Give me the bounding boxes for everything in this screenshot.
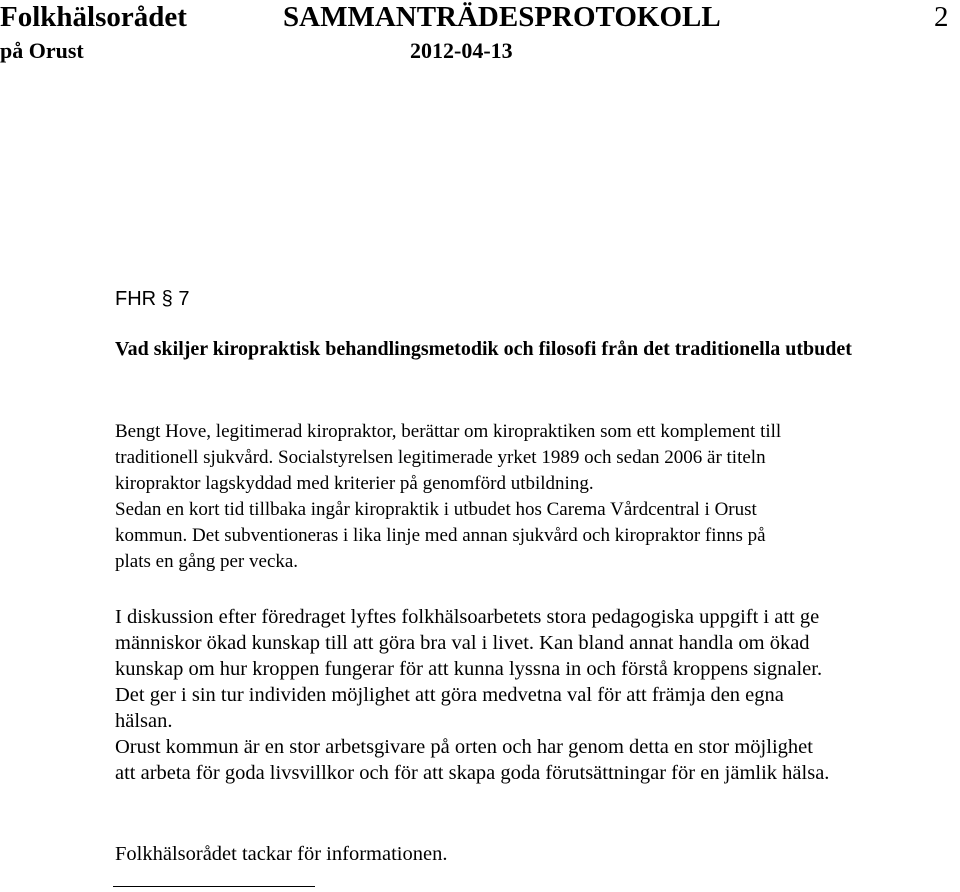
- organization-subtitle: på Orust: [0, 38, 84, 63]
- document-type: SAMMANTRÄDESPROTOKOLL: [283, 1, 721, 33]
- body-paragraph: Orust kommun är en stor arbetsgivare på orten och har genom detta en stor möjlighet att arbeta för goda livsvillkor och för att skapa goda förutsättningar för en jämlik hälsa.: [115, 736, 830, 784]
- section-heading: Vad skiljer kiropraktisk behandlingsmetodik och filosofi från det traditionella utbudet: [115, 338, 852, 360]
- organization-name: Folkhälsorådet: [0, 1, 187, 33]
- page-number: 2: [934, 1, 949, 33]
- body-paragraph: Bengt Hove, legitimerad kiropraktor, berättar om kiropraktiken som ett komplement till traditionell sjukvård. Socialstyrelsen legitimerade yrket 1989 och sedan 2006 är titeln kiropraktor lagskyddad med kriterier på genomförd utbildning. Sedan en kort tid tillbaka ingår kiropraktik i utbudet hos Carema Vårdcentral i Orust kommun. Det subventioneras i lika linje med annan sjukvård och kiropraktor finns på plats en gång per vecka.: [115, 421, 782, 572]
- meeting-date: 2012-04-13: [410, 38, 513, 63]
- section-label: FHR § 7: [115, 288, 190, 310]
- footnote-divider: [113, 886, 315, 887]
- body-paragraph: I diskussion efter föredraget lyftes folkhälsoarbetets stora pedagogiska uppgift i att ge människor ökad kunskap till att göra bra val i livet. Kan bland annat handla om ökad kunskap om hur kroppen fungerar för att kunna lyssna in och förstå kroppens signaler. Det ger i sin tur individen möjlighet att göra medvetna val för att främja den egna hälsan.: [115, 606, 823, 732]
- closing-paragraph: Folkhälsorådet tackar för informationen.: [115, 843, 448, 865]
